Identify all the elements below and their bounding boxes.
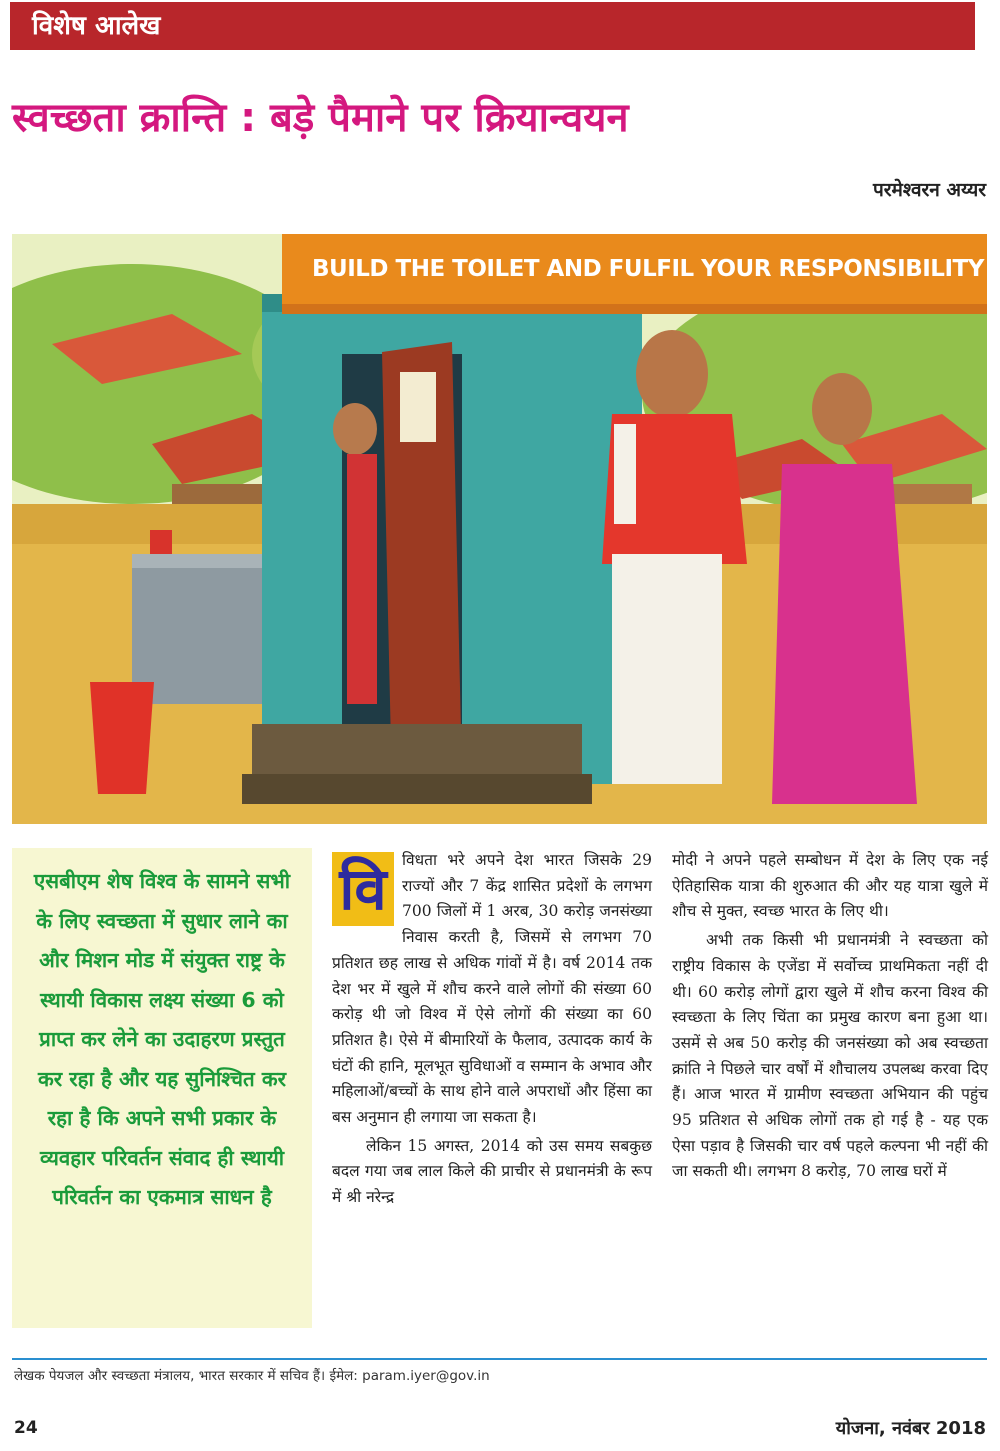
paragraph: वि विधता भरे अपने देश भारत जिसके 29 राज्यों और 7 केंद्र शासित प्रदेशों के लगभग 700 जिलों में 1 अरब, 30 करोड़ जनसंख्या निवास करती है, जिसमें से लगभग 70 प्रतिशत छह लाख से अधिक गांवों में है। वर्ष 2014 तक देश भर में खुले में शौच करने वाले लोगों की संख्या 60 करोड़ थी जो विश्व में ऐसे लोगों की संख्या का 60 प्रतिशत है। ऐसे में बीमारियों के फैलाव, उत्पादक कार्य के घंटों की हानि, मूलभूत सुविधाओं व सम्मान के अभाव और महिलाओं/बच्चों के साथ होने वाले अपराधों और हिंसा का बस अनुमान ही लगाया जा सकता है।: [332, 851, 652, 1127]
section-tag: विशेष आलेख: [10, 2, 975, 50]
paragraph: मोदी ने अपने पहले सम्बोधन में देश के लिए एक नई ऐतिहासिक यात्रा की शुरुआत की और यह यात्रा खुले में शौच से मुक्त, स्वच्छ भारत के लिए थी।: [672, 851, 988, 921]
author-footnote: लेखक पेयजल और स्वच्छता मंत्रालय, भारत सरकार में सचिव हैं। ईमेल: param.iyer@gov.in: [14, 1368, 490, 1384]
poster-banner-text: BUILD THE TOILET AND FULFIL YOUR RESPONSIBILITY: [312, 256, 984, 282]
body-column-1: [332, 848, 652, 1211]
page-number: 24: [14, 1418, 38, 1438]
magazine-issue: योजना, नवंबर 2018: [835, 1418, 986, 1439]
paragraph: लेकिन 15 अगस्त, 2014 को उस समय सबकुछ बदल गया जब लाल किले की प्राचीर से प्रधानमंत्री के रूप में श्री नरेन्द्र: [332, 1136, 652, 1207]
poster-artwork: [12, 234, 987, 824]
article-title: स्वच्छता क्रान्ति : बड़े पैमाने पर क्रियान्वयन: [12, 95, 629, 141]
body-column-2: [672, 848, 988, 1185]
footer-divider: [12, 1358, 987, 1360]
pull-quote: एसबीएम शेष विश्व के सामने सभी के लिए स्वच्छता में सुधार लाने का और मिशन मोड में संयुक्त राष्ट्र के स्थायी विकास लक्ष्य संख्या 6 को प्राप्त कर लेने का उदाहरण प्रस्तुत कर रहा है और यह सुनिश्चित कर रहा है कि अपने सभी प्रकार के व्यवहार परिवर्तन संवाद ही स्थायी परिवर्तन का एकमात्र साधन है: [12, 848, 312, 1328]
author-name: परमेश्वरन अय्यर: [872, 179, 986, 201]
drop-cap: वि: [332, 852, 394, 926]
paragraph: अभी तक किसी भी प्रधानमंत्री ने स्वच्छता को राष्ट्रीय विकास के एजेंडा में सर्वोच्च प्राथमिकता नहीं दी थी। 60 करोड़ लोगों द्वारा खुले में शौच करना विश्व की स्वच्छता के लिए चिंता का प्रमुख कारण बना हुआ था। उसमें से अब 50 करोड़ की जनसंख्या को अब स्वच्छता क्रांति ने पिछले चार वर्षों में शौचालय उपलब्ध करवा दिए हैं। आज भारत में ग्रामीण स्वच्छता अभियान की पहुंच 95 प्रतिशत से अधिक लोगों तक हो गई है - यह एक ऐसा पड़ाव है जिसकी चार वर्ष पहले कल्पना भी नहीं की जा सकती थी। लगभग 8 करोड़, 70 लाख घरों में: [672, 931, 988, 1181]
poster-illustration: [12, 234, 987, 824]
